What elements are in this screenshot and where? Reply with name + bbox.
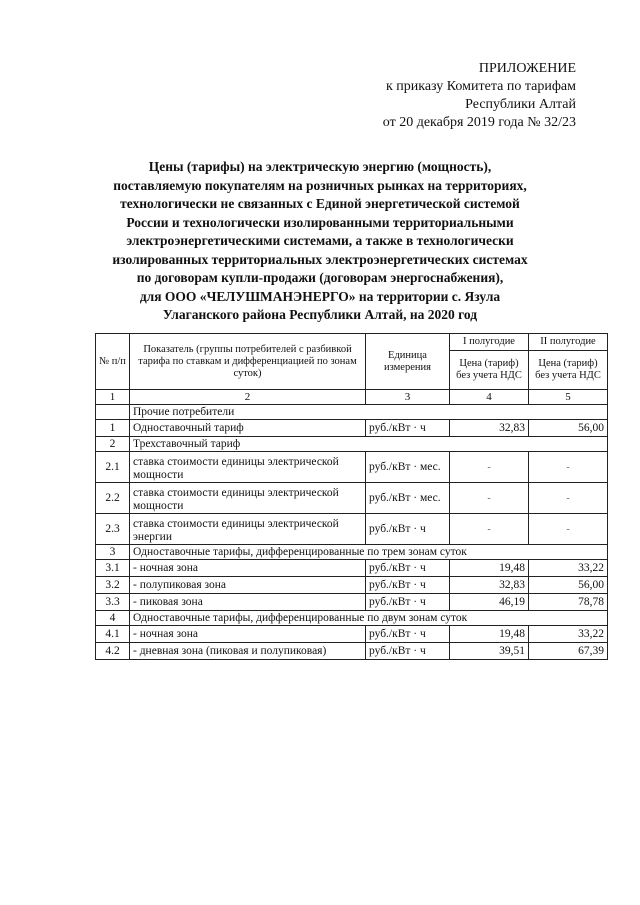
table-row (96, 405, 608, 420)
table-header-row (96, 334, 608, 351)
column-number: 5 (529, 390, 608, 405)
row-unit: руб./кВт · мес. (366, 452, 450, 483)
row-name: ставка стоимости единицы электрической мощности (130, 483, 366, 514)
row-value-half1: 46,19 (450, 594, 529, 611)
row-value-half2: 56,00 (529, 577, 608, 594)
row-num: 2.3 (96, 514, 130, 545)
table-row (96, 643, 608, 660)
row-unit: руб./кВт · мес. (366, 483, 450, 514)
appendix-label: ПРИЛОЖЕНИЕ (478, 61, 576, 76)
header-price1: Цена (тариф) без учета НДС (450, 351, 529, 390)
row-unit: руб./кВт · ч (366, 594, 450, 611)
row-value-half1: 32,83 (450, 577, 529, 594)
row-name: - ночная зона (130, 560, 366, 577)
table-row (96, 483, 608, 514)
table-row (96, 452, 608, 483)
title-line: Цены (тарифы) на электрическую энергию (мощность), (148, 159, 492, 174)
row-name: ставка стоимости единицы электрической энергии (130, 514, 366, 545)
row-num: 4 (96, 611, 130, 626)
table-row (96, 420, 608, 437)
table-row (96, 437, 608, 452)
column-number: 2 (130, 390, 366, 405)
row-value-half2: 67,39 (529, 643, 608, 660)
row-num: 3 (96, 545, 130, 560)
tariff-table (95, 333, 608, 660)
row-num: 2 (96, 437, 130, 452)
row-unit: руб./кВт · ч (366, 626, 450, 643)
row-unit: руб./кВт · ч (366, 560, 450, 577)
row-name: Трехставочный тариф (130, 437, 608, 452)
row-num: 2.2 (96, 483, 130, 514)
title-line: Улаганского района Республики Алтай, на 2020 год (162, 307, 478, 322)
header-half1: I полугодие (450, 334, 529, 351)
title-line: изолированных территориальных электроэнергетических системах (112, 251, 528, 267)
row-name: Одноставочный тариф (130, 420, 366, 437)
column-number-row (96, 390, 608, 405)
row-value-half2: - (529, 514, 608, 545)
appendix-header (276, 60, 576, 132)
row-num: 3.1 (96, 560, 130, 577)
row-num: 4.1 (96, 626, 130, 643)
row-value-half2: 78,78 (529, 594, 608, 611)
column-number: 3 (366, 390, 450, 405)
row-name: Одноставочные тарифы, дифференцированные по двум зонам суток (130, 611, 608, 626)
row-value-half2: 56,00 (529, 420, 608, 437)
title-line: для ООО «ЧЕЛУШМАНЭНЕРГО» на территории с. Язула (139, 288, 501, 304)
row-value-half1: - (450, 452, 529, 483)
section-label: Прочие потребители (130, 405, 608, 420)
row-value-half2: - (529, 452, 608, 483)
row-name: Одноставочные тарифы, дифференцированные по трем зонам суток (130, 545, 608, 560)
table-row (96, 560, 608, 577)
title-line: технологически не связанных с Единой энергетической системой (120, 196, 520, 211)
row-value-half1: 19,48 (450, 626, 529, 643)
row-name: - дневная зона (пиковая и полупиковая) (130, 643, 366, 660)
title-line: по договорам купли-продажи (договорам энергоснабжения), (136, 270, 504, 285)
row-value-half2: 33,22 (529, 560, 608, 577)
table-row (96, 594, 608, 611)
row-name: ставка стоимости единицы электрической мощности (130, 452, 366, 483)
title-line: электроэнергетическими системами, а также в технологически (126, 233, 514, 248)
row-unit: руб./кВт · ч (366, 420, 450, 437)
row-name: - ночная зона (130, 626, 366, 643)
column-number: 1 (96, 390, 130, 405)
row-num: 2.1 (96, 452, 130, 483)
table-row (96, 514, 608, 545)
row-unit: руб./кВт · ч (366, 514, 450, 545)
table-row (96, 577, 608, 594)
table-row (96, 611, 608, 626)
row-value-half1: 19,48 (450, 560, 529, 577)
document-title (60, 158, 580, 325)
appendix-order-ref: к приказу Комитета по тарифам (385, 79, 576, 94)
header-num: № п/п (96, 334, 130, 390)
row-num: 1 (96, 420, 130, 437)
row-unit: руб./кВт · ч (366, 643, 450, 660)
header-price2: Цена (тариф) без учета НДС (529, 351, 608, 390)
table-row (96, 626, 608, 643)
row-num: 3.3 (96, 594, 130, 611)
row-value-half1: - (450, 483, 529, 514)
title-line: России и технологически изолированными территориальными (126, 214, 514, 230)
row-name: - пиковая зона (130, 594, 366, 611)
column-number: 4 (450, 390, 529, 405)
appendix-date: от 20 декабря 2019 года № 32/23 (382, 115, 576, 130)
header-unit: Единица измерения (366, 334, 450, 390)
row-unit: руб./кВт · ч (366, 577, 450, 594)
appendix-region: Республики Алтай (465, 97, 576, 112)
row-value-half2: 33,22 (529, 626, 608, 643)
header-indicator: Показатель (группы потребителей с разбивкой тарифа по ставкам и дифференциацией по зонам суток) (130, 334, 366, 390)
header-half2: II полугодие (529, 334, 608, 351)
row-value-half1: 39,51 (450, 643, 529, 660)
row-value-half1: - (450, 514, 529, 545)
row-name: - полупиковая зона (130, 577, 366, 594)
row-value-half1: 32,83 (450, 420, 529, 437)
title-line: поставляемую покупателям на розничных рынках на территориях, (113, 177, 527, 193)
row-value-half2: - (529, 483, 608, 514)
row-num: 4.2 (96, 643, 130, 660)
table-row (96, 545, 608, 560)
row-num: 3.2 (96, 577, 130, 594)
